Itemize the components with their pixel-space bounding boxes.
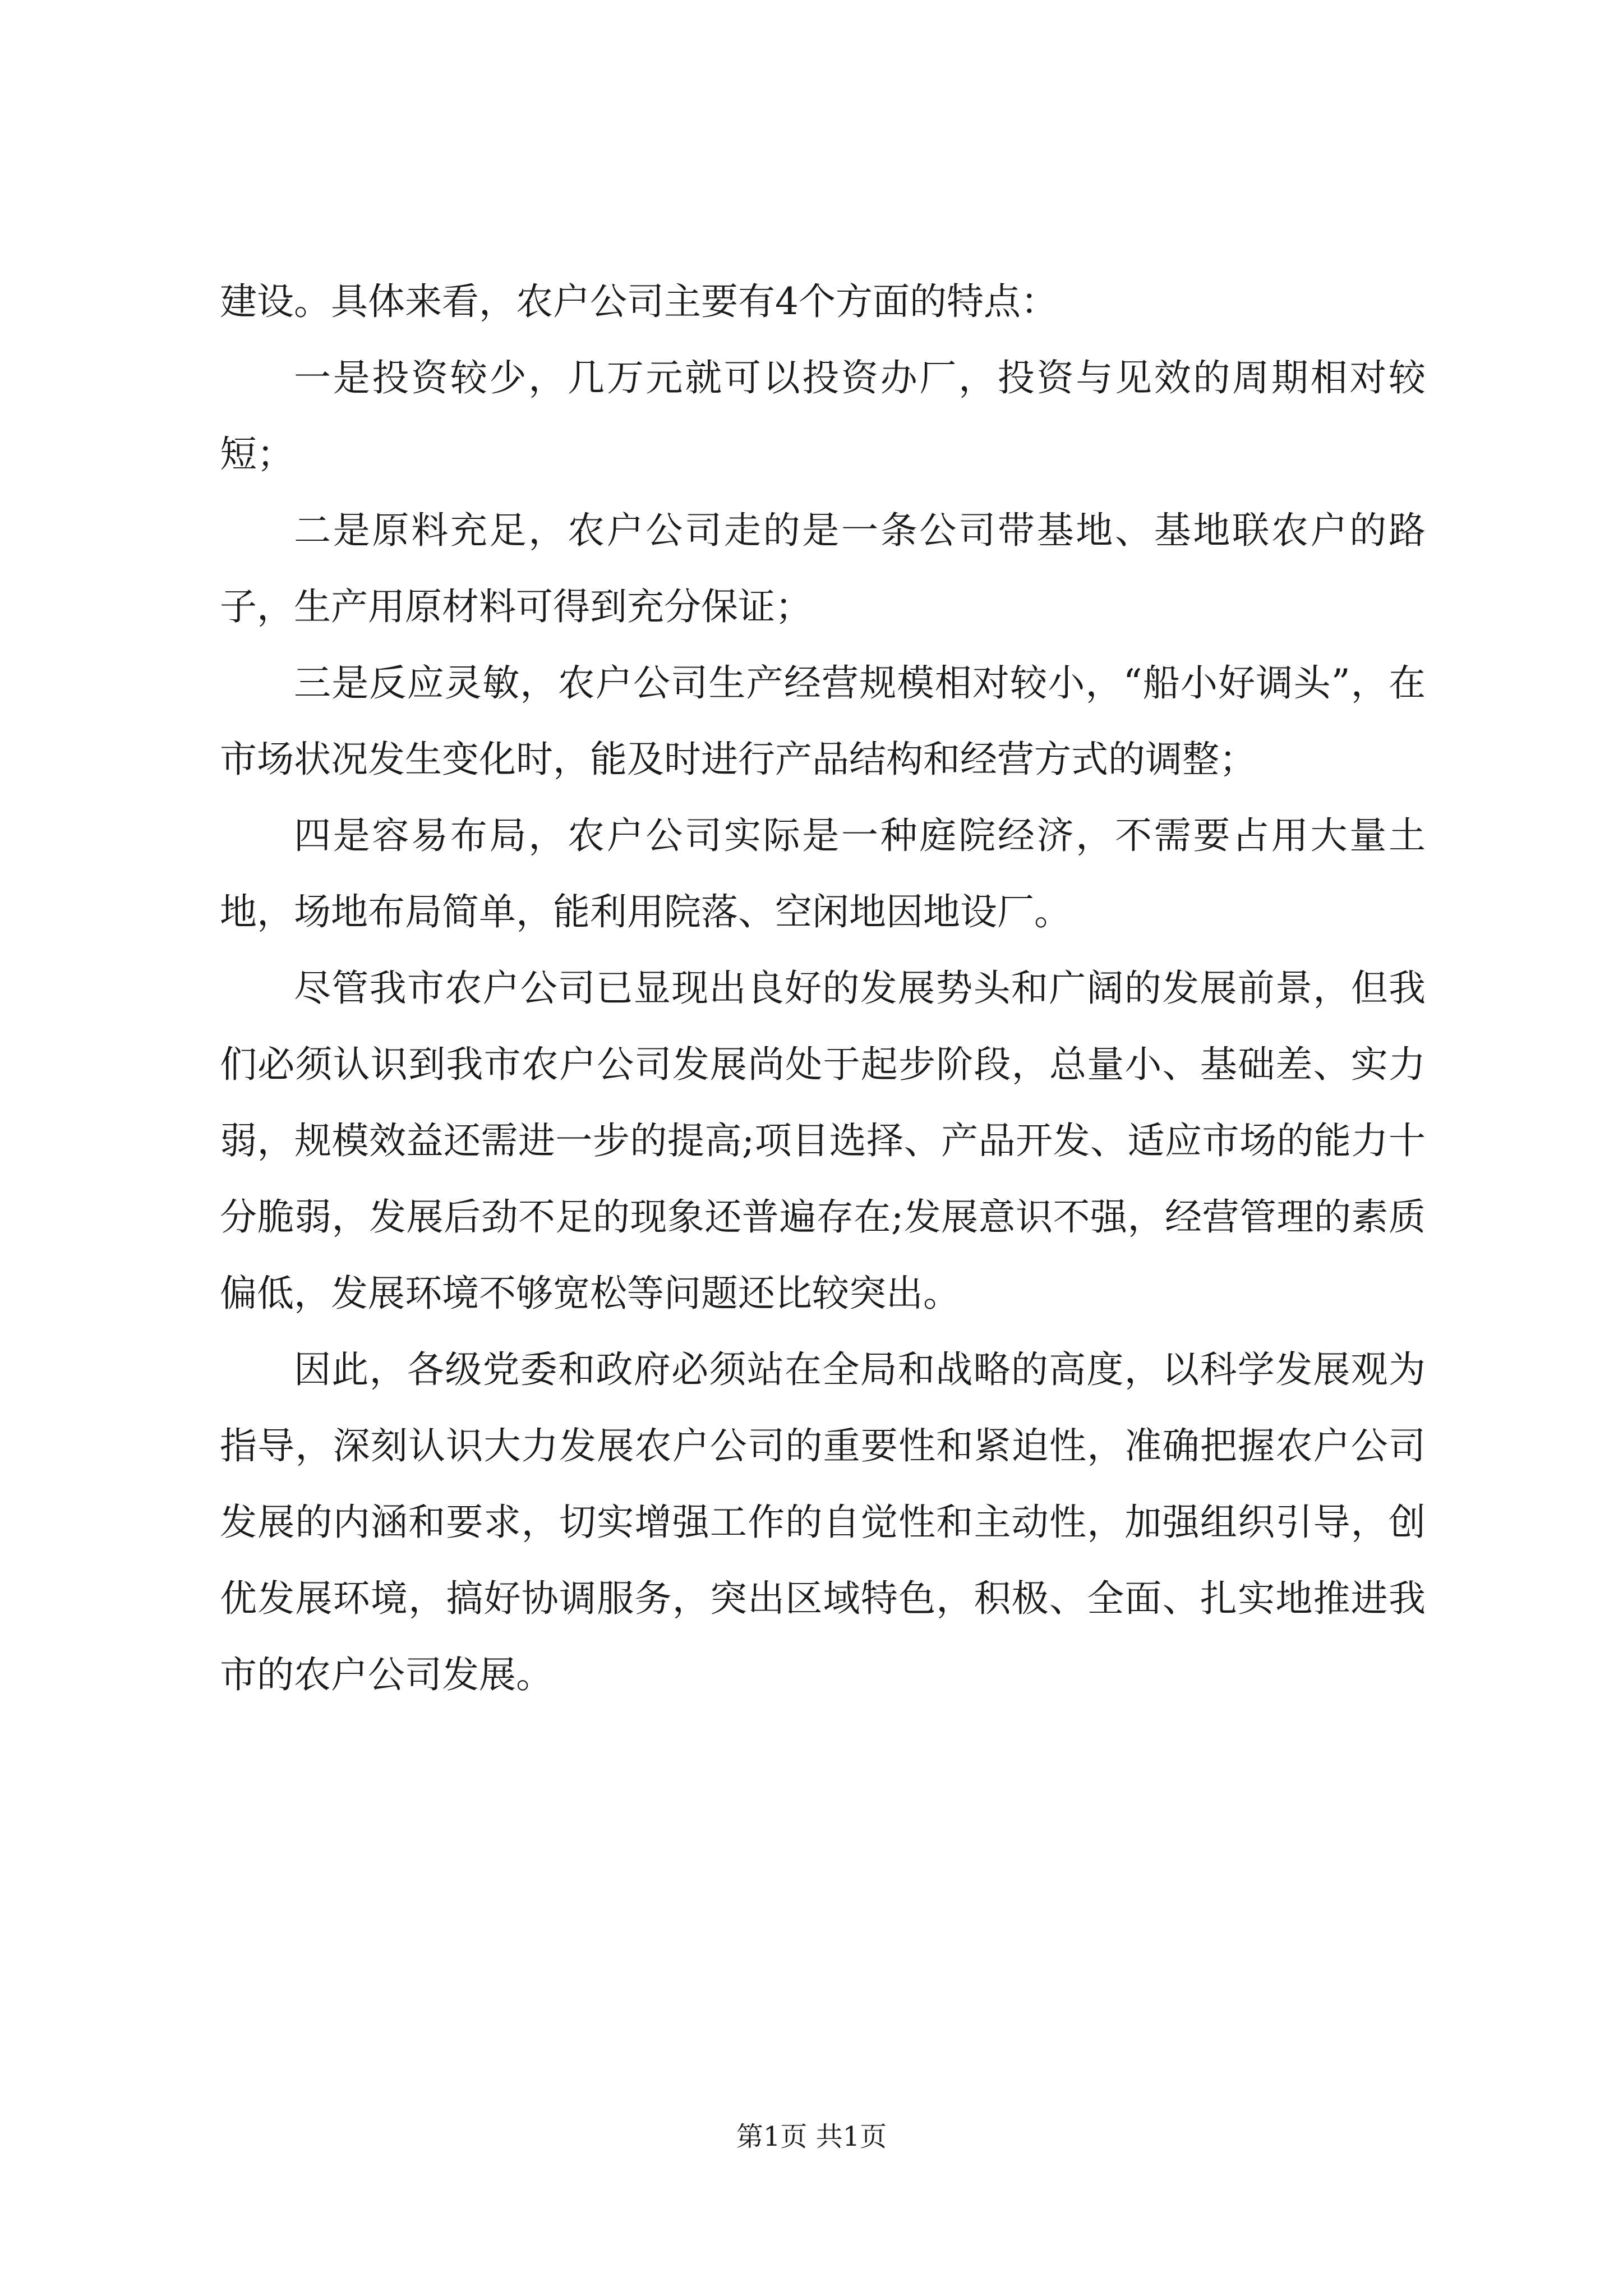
document-body [220, 264, 1426, 1713]
paragraph-conclusion: 因此，各级党委和政府必须站在全局和战略的高度，以科学发展观为指导，深刻认识大力发展农户公司的重要性和紧迫性，准确把握农户公司发展的内涵和要求，切实增强工作的自觉性和主动性，加强组织引导，创优发展环境，搞好协调服务，突出区域特色，积极、全面、扎实地推进我市的农户公司发展。 [220, 1348, 1426, 1696]
paragraph-point-four: 四是容易布局，农户公司实际是一种庭院经济，不需要占用大量土地，场地布局简单，能利用院落、空闲地因地设厂。 [220, 814, 1426, 933]
paragraph-challenges: 尽管我市农户公司已显现出良好的发展势头和广阔的发展前景，但我们必须认识到我市农户公司发展尚处于起步阶段，总量小、基础差、实力弱，规模效益还需进一步的提高;项目选择、产品开发、适应市场的能力十分脆弱，发展后劲不足的现象还普遍存在;发展意识不强，经营管理的素质偏低，发展环境不够宽松等问题还比较突出。 [220, 967, 1426, 1315]
paragraph-point-two: 二是原料充足，农户公司走的是一条公司带基地、基地联农户的路子，生产用原材料可得到充分保证； [220, 509, 1426, 628]
paragraph-intro: 建设。具体来看，农户公司主要有4个方面的特点： [220, 280, 1058, 323]
page-footer: 第1页 共1页 [736, 2121, 887, 2152]
paragraph-point-three: 三是反应灵敏，农户公司生产经营规模相对较小，“船小好调头”，在市场状况发生变化时，能及时进行产品结构和经营方式的调整； [220, 661, 1426, 781]
paragraph-point-one: 一是投资较少，几万元就可以投资办厂，投资与见效的周期相对较短； [220, 356, 1426, 476]
